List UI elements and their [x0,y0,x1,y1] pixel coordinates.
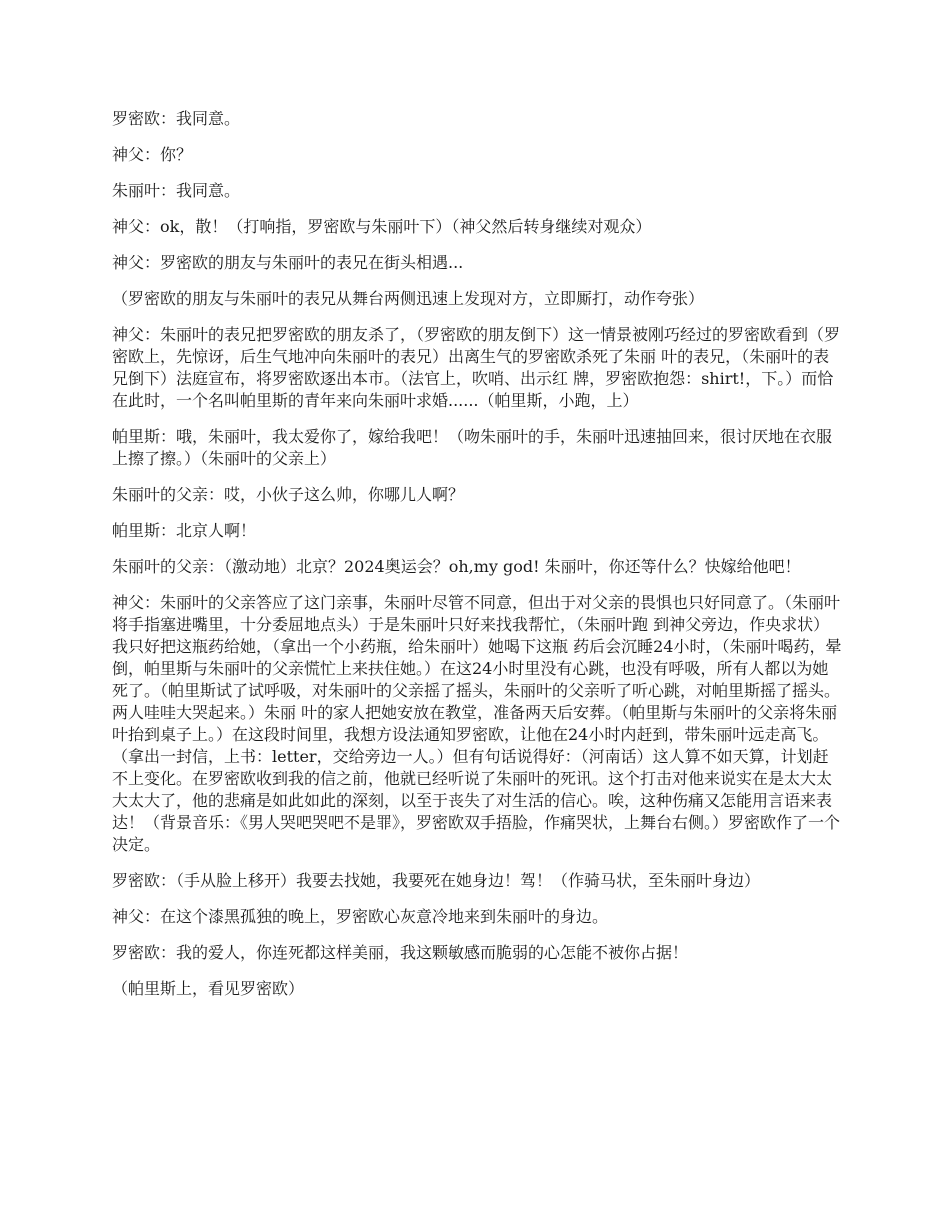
paragraph-7: 神父：朱丽叶的表兄把罗密欧的朋友杀了，（罗密欧的朋友倒下）这一情景被刚巧经过的罗密欧看到（罗密欧上，先惊讶，后生气地冲向朱丽叶的表兄）出离生气的罗密欧杀死了朱丽 叶的表兄，（朱丽叶的表兄倒下）法庭宣布，将罗密欧逐出本市。（法官上，吹哨、出示红 牌，罗密欧抱怨：shirt!，下。）而恰在此时，一个名叫帕里斯的青年来向朱丽叶求婚......（帕里斯，小跑，上） [112,325,841,410]
paragraph-8: 帕里斯：哦，朱丽叶，我太爱你了，嫁给我吧！（吻朱丽叶的手，朱丽叶迅速抽回来，很讨厌地在衣服上擦了擦。）（朱丽叶的父亲上） [112,427,833,468]
paragraph-4: 神父：ok，散！（打响指，罗密欧与朱丽叶下）（神父然后转身继续对观众） [112,217,652,236]
paragraph-16: （帕里斯上，看见罗密欧） [112,979,305,998]
paragraph-2: 神父：你？ [112,145,193,164]
paragraph-12: 神父：朱丽叶的父亲答应了这门亲事，朱丽叶尽管不同意，但出于对父亲的畏惧也只好同意了。（朱丽叶将手指塞进嘴里，十分委屈地点头）于是朱丽叶只好来找我帮忙，（朱丽叶跑 到神父旁边，作央求状）我只好把这瓶药给她，（拿出一个小药瓶，给朱丽叶）她喝下这瓶 药后会沉睡24小时，（朱丽叶喝药，晕倒，帕里斯与朱丽叶的父亲慌忙上来扶住她。）在这24小时里没有心跳，也没有呼吸，所有人都以为她死了。（帕里斯试了试呼吸，对朱丽叶的父亲摇了摇头，朱丽叶的父亲听了听心跳，对帕里斯摇了摇头。两人哇哇大哭起来。）朱丽 叶的家人把她安放在教堂，准备两天后安葬。（帕里斯与朱丽叶的父亲将朱丽叶抬到桌子上。）在这段时间里，我想方设法通知罗密欧，让他在24小时内赶到，带朱丽叶远走高飞。（拿出一封信，上书：letter，交给旁边一人。）但有句话说得好：（河南话）这人算不如天算，计划赶不上变化。在罗密欧收到我的信之前，他就已经听说了朱丽叶的死讯。这个打击对他来说实在是太大太大太大了，他的悲痛是如此如此的深刻，以至于丧失了对生活的信心。唉，这种伤痛又怎能用言语来表达！（背景音乐：《男人哭吧哭吧不是罪》，罗密欧双手捂脸，作痛哭状，上舞台右侧。）罗密欧作了一个决定。 [112,593,842,854]
paragraph-6: （罗密欧的朋友与朱丽叶的表兄从舞台两侧迅速上发现对方，立即厮打，动作夸张） [112,289,705,308]
paragraph-9: 朱丽叶的父亲：哎，小伙子这么帅，你哪儿人啊？ [112,485,465,504]
paragraph-13: 罗密欧：（手从脸上移开）我要去找她，我要死在她身边！驾！（作骑马状，至朱丽叶身边） [112,871,761,890]
paragraph-10: 帕里斯：北京人啊！ [112,521,257,540]
paragraph-5: 神父：罗密欧的朋友与朱丽叶的表兄在街头相遇... [112,253,464,272]
document-page [112,108,842,1014]
paragraph-1: 罗密欧：我同意。 [112,109,241,128]
paragraph-11: 朱丽叶的父亲：（激动地）北京？2024奥运会？oh,my god! 朱丽叶，你还等什么？快嫁给他吧！ [112,557,801,576]
paragraph-3: 朱丽叶：我同意。 [112,181,241,200]
paragraph-15: 罗密欧：我的爱人，你连死都这样美丽，我这颗敏感而脆弱的心怎能不被你占据！ [112,943,689,962]
paragraph-14: 神父：在这个漆黑孤独的晚上，罗密欧心灰意冷地来到朱丽叶的身边。 [112,907,609,926]
